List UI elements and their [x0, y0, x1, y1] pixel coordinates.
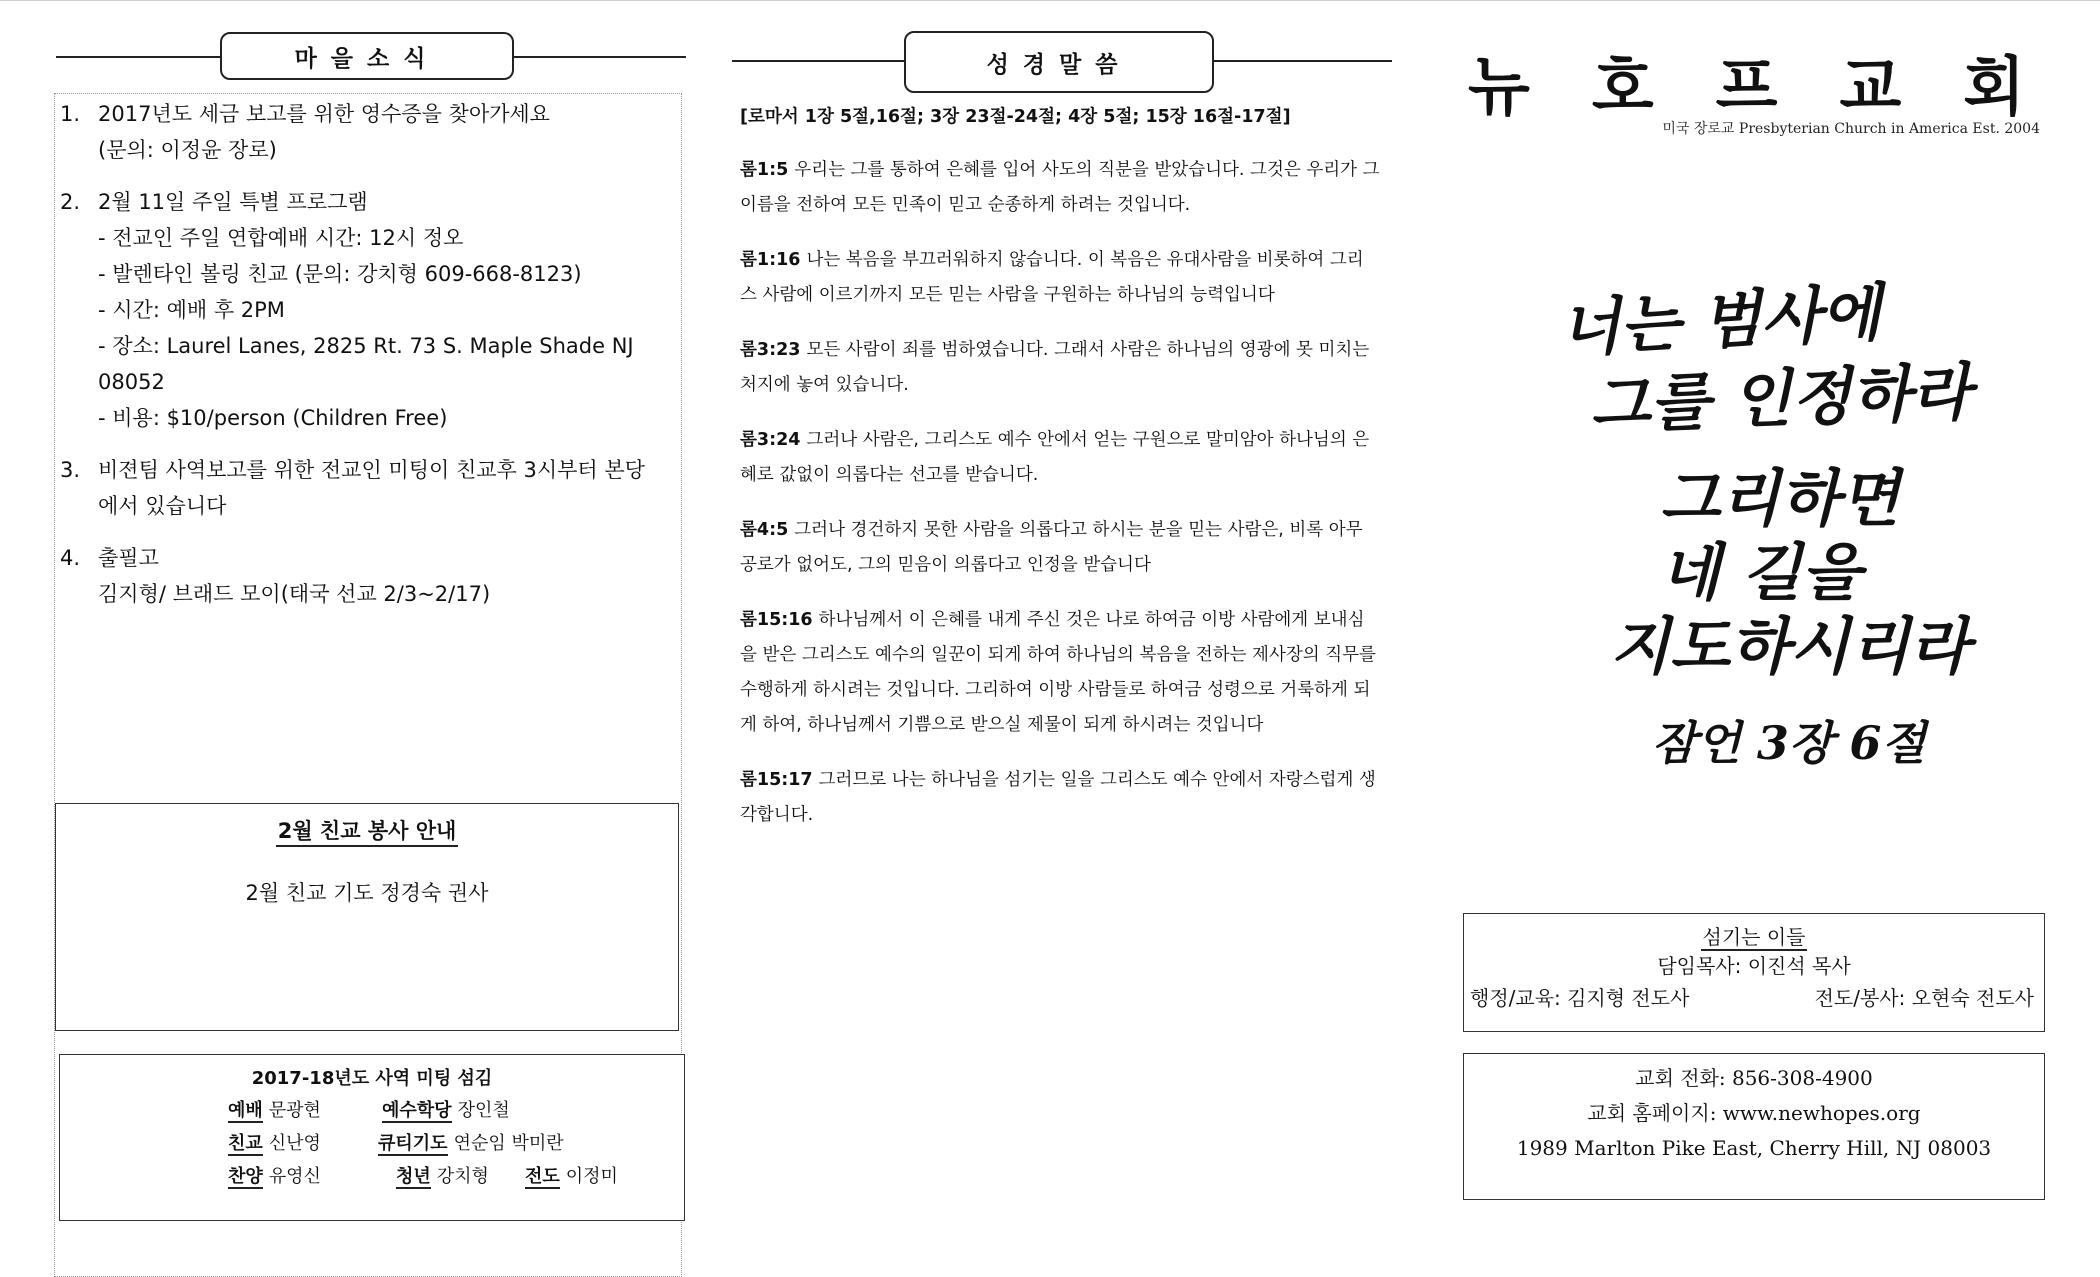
news-item-line: 비젼팀 사역보고를 위한 전교인 미팅이 친교후 3시부터 본당: [98, 458, 645, 482]
staff-box: [1463, 913, 2045, 1032]
news-item-line: - 장소: Laurel Lanes, 2825 Rt. 73 S. Maple Shade NJ 08052: [98, 334, 634, 394]
verse-reference: 롬15:17: [740, 770, 813, 790]
meeting-entry: [228, 1094, 325, 1127]
news-item: [60, 184, 680, 436]
verse-text: 모든 사람이 죄를 범하였습니다. 그래서 사람은 하나님의 영광에 못 미치는 처지에 놓여 있습니다.: [740, 340, 1370, 395]
news-item-line: 2월 11일 주일 특별 프로그램: [98, 190, 368, 214]
church-name: [1468, 36, 2088, 125]
verse-text: 그러나 경건하지 못한 사람을 의롭다고 하시는 분을 믿는 사람은, 비록 아무 공로가 없어도, 그의 믿음이 의롭다고 인정을 받습니다: [740, 520, 1363, 575]
service-text: 2월 친교 기도 정경숙 권사: [245, 881, 489, 905]
meeting-person: 유영신: [268, 1166, 321, 1187]
news-item-number: 2.: [60, 190, 81, 214]
meeting-role: 찬양: [228, 1166, 263, 1187]
news-item: [60, 452, 680, 524]
verse-reference: 롬15:16: [740, 610, 813, 630]
meeting-person: 장인철: [457, 1100, 510, 1121]
scripture-reference: [로마서 1장 5절,16절; 3장 23절-24절; 4장 5절; 15장 16절-17절]: [740, 107, 1291, 127]
verse-text: 그러나 사람은, 그리스도 예수 안에서 얻는 구원으로 말미암아 하나님의 은혜로 값없이 의롭다는 선고를 받습니다.: [740, 430, 1370, 485]
verse-reference: 롬1:5: [740, 160, 789, 180]
meeting-row: [60, 1127, 684, 1160]
scripture-title-box: [904, 31, 1214, 93]
meeting-box: [59, 1054, 685, 1221]
news-list: [60, 96, 680, 628]
calligraphy-reference: 잠언 3장 6절: [1652, 716, 1926, 770]
verse-text: 나는 복음을 부끄러워하지 않습니다. 이 복음은 유대사람을 비롯하여 그리스 사람에 이르기까지 모든 믿는 사람을 구원하는 하나님의 능력입니다: [740, 250, 1364, 305]
scripture-title: 성경말씀: [986, 51, 1132, 78]
meeting-role: 친교: [228, 1133, 263, 1154]
meeting-person: 이정미: [565, 1166, 618, 1187]
contact-box: [1463, 1053, 2045, 1200]
verse-text: 우리는 그를 통하여 은혜를 입어 사도의 직분을 받았습니다. 그것은 우리가 그 이름을 전하여 모든 민족이 믿고 순종하게 하려는 것입니다.: [740, 160, 1380, 215]
calligraphy-line-4: 네 길을: [1660, 536, 1862, 609]
news-title: 마을소식: [294, 45, 440, 72]
verse-reference: 롬3:24: [740, 430, 801, 450]
verse-text: 그러므로 나는 하나님을 섬기는 일을 그리스도 예수 안에서 자랑스럽게 생각합니다.: [740, 770, 1376, 825]
verse-list: [740, 153, 1380, 833]
verse: [740, 153, 1380, 223]
news-item-line: - 비용: $10/person (Children Free): [98, 406, 448, 430]
meeting-entry: [228, 1160, 325, 1193]
service-box: [55, 803, 679, 1031]
staff-admin: 행정/교육: 김지형 전도사: [1470, 986, 1690, 1010]
verse-reference: 롬3:23: [740, 340, 801, 360]
news-item-line: - 전교인 주일 연합예배 시간: 12시 정오: [98, 226, 464, 250]
staff-evangelism: 전도/봉사: 오현숙 전도사: [1814, 986, 2034, 1010]
news-item-number: 4.: [60, 546, 81, 570]
meeting-person: 연순임 박미란: [453, 1133, 564, 1154]
meeting-row: [60, 1094, 684, 1127]
church-name-text: 뉴호프교회: [1468, 51, 2088, 125]
meeting-person: 신난영: [268, 1133, 321, 1154]
news-item-line: (문의: 이정윤 장로): [98, 138, 277, 162]
news-item-line: - 발렌타인 볼링 친교 (문의: 강치형 609-668-8123): [98, 262, 582, 286]
staff-senior: 담임목사: 이진석 목사: [1657, 954, 1851, 978]
calligraphy-verse: [1540, 275, 2020, 800]
service-title: 2월 친교 봉사 안내: [276, 819, 459, 847]
news-item: [60, 540, 680, 612]
meeting-entry: [378, 1127, 568, 1160]
verse-reference: 롬1:16: [740, 250, 801, 270]
church-homepage: 교회 홈페이지: www.newhopes.org: [1587, 1101, 1921, 1125]
meeting-role: 청년: [396, 1166, 431, 1187]
meeting-entry: [228, 1127, 325, 1160]
meeting-role: 전도: [525, 1166, 560, 1187]
calligraphy-line-2: 그를 인정하라: [1588, 355, 1973, 442]
meeting-entry: [525, 1160, 622, 1193]
meeting-entry: [396, 1160, 493, 1193]
meeting-role: 예배: [228, 1100, 263, 1121]
verse: [740, 423, 1380, 493]
calligraphy-line-3: 그리하면: [1660, 462, 1900, 535]
verse: [740, 603, 1380, 743]
verse: [740, 243, 1380, 313]
news-item-number: 1.: [60, 102, 81, 126]
church-address: 1989 Marlton Pike East, Cherry Hill, NJ 08003: [1516, 1136, 1992, 1160]
news-title-box: [220, 32, 514, 80]
verse-text: 하나님께서 이 은혜를 내게 주신 것은 나로 하여금 이방 사람에게 보내심을 받은 그리스도 예수의 일꾼이 되게 하여 하나님의 복음을 전하는 제사장의 직무를 수행하게 하시려는 것입니다. 그리하여 이방 사람들로 하여금 성령으로 거룩하게 되게 하여, 하나님께서 기쁨으로 받으실 제물이 되게 하시려는 것입니다: [740, 610, 1376, 735]
news-item-line: - 시간: 예배 후 2PM: [98, 298, 285, 322]
news-item-line: 2017년도 세금 보고를 위한 영수증을 찾아가세요: [98, 102, 550, 126]
meeting-row: [60, 1160, 684, 1193]
meeting-title: 2017-18년도 사역 미팅 섬김: [251, 1068, 493, 1089]
news-item: [60, 96, 680, 168]
church-phone: 교회 전화: 856-308-4900: [1635, 1066, 1873, 1090]
meeting-roster: [60, 1094, 684, 1193]
meeting-entry: [382, 1094, 514, 1127]
scripture-list: [740, 100, 1380, 853]
news-item-line: 출필고: [98, 546, 159, 570]
staff-title: 섬기는 이들: [1702, 925, 1806, 949]
meeting-person: 강치형: [436, 1166, 489, 1187]
meeting-role: 예수학당: [382, 1100, 452, 1121]
calligraphy-line-5: 지도하시리라: [1610, 610, 1970, 683]
meeting-role: 큐티기도: [378, 1133, 448, 1154]
meeting-person: 문광현: [268, 1100, 321, 1121]
church-subtitle: 미국 장로교 Presbyterian Church in America Est. 2004: [1662, 121, 2040, 137]
verse: [740, 513, 1380, 583]
top-border: [0, 0, 2100, 1]
news-item-line: 김지형/ 브래드 모이(태국 선교 2/3~2/17): [98, 582, 491, 606]
verse: [740, 333, 1380, 403]
verse: [740, 763, 1380, 833]
news-item-number: 3.: [60, 458, 81, 482]
calligraphy-line-1: 너는 범사에: [1558, 275, 1883, 366]
news-item-line: 에서 있습니다: [98, 494, 227, 518]
verse-reference: 롬4:5: [740, 520, 789, 540]
